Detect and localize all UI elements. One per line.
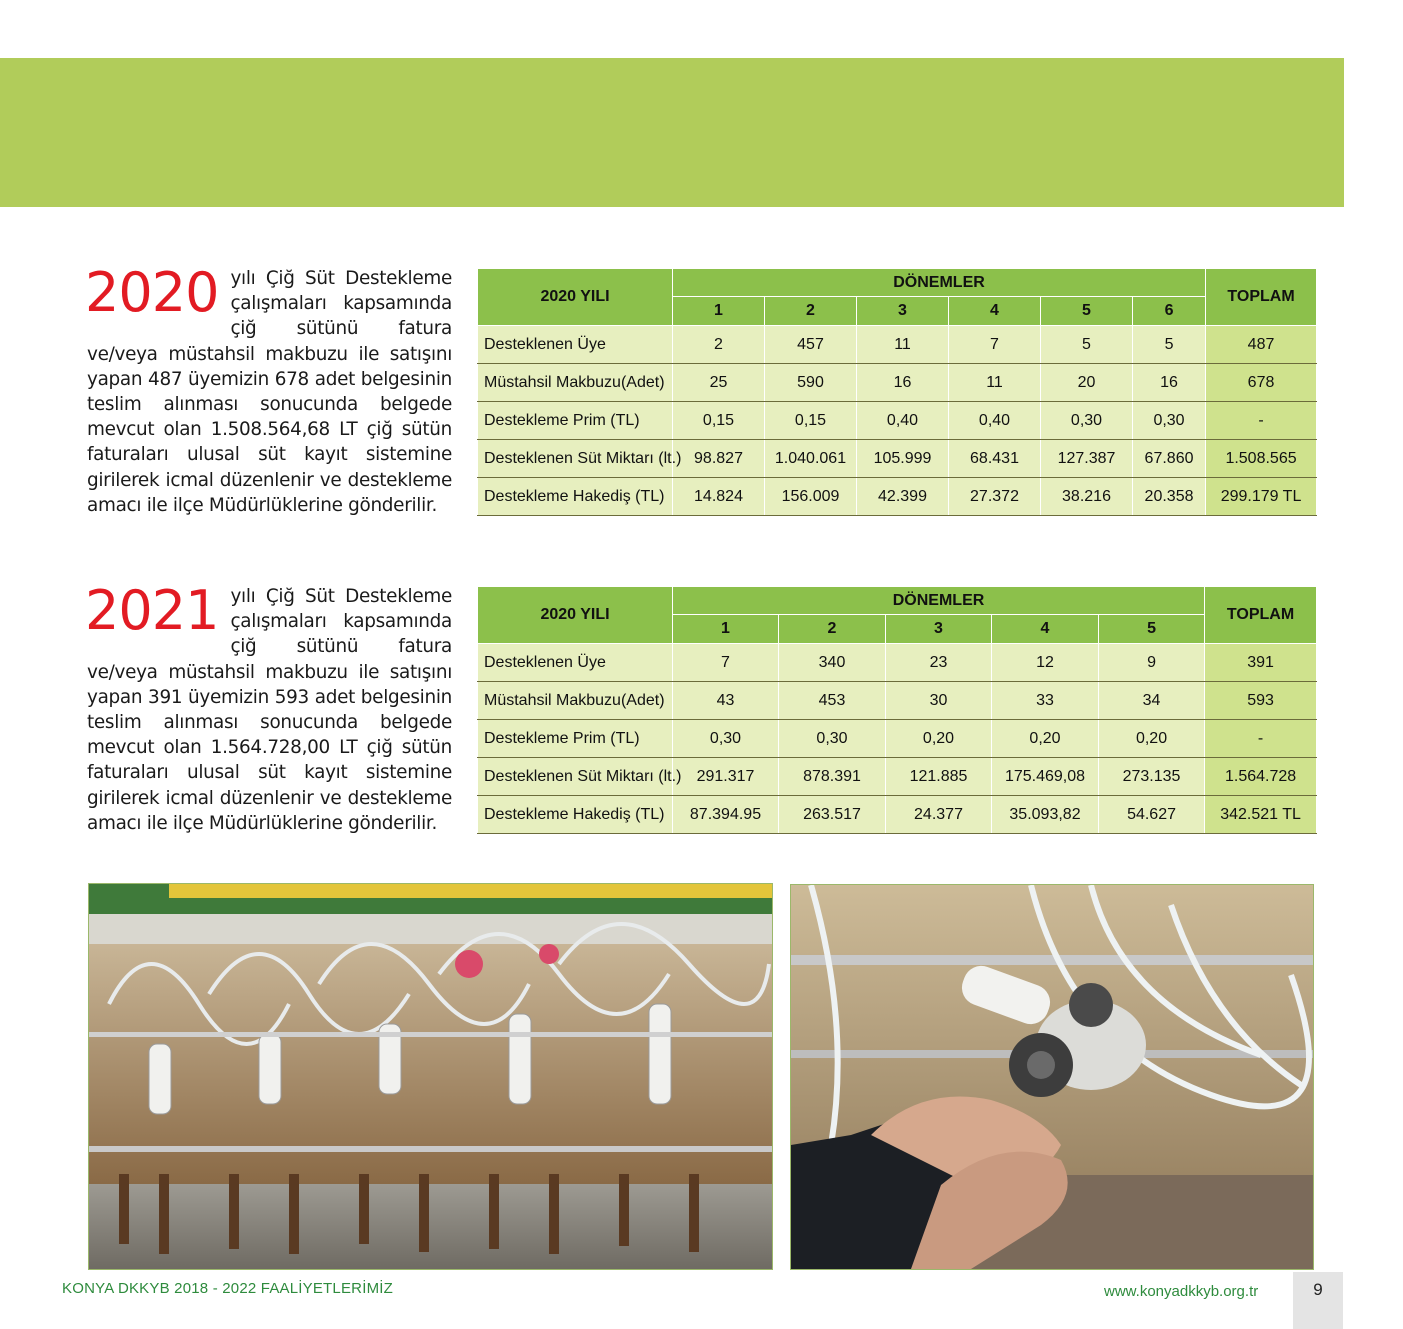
year-2020-heading: 2020 — [85, 261, 219, 324]
table-cell: 121.885 — [886, 758, 992, 796]
table-cell: 38.216 — [1041, 478, 1133, 516]
section-2021-paragraph: yılı Çiğ Süt Destekleme çalışmaları kapsamında çiğ sütünü fatura ve/veya müstahsil makbuzu ile satışını yapan 391 üyemizin 593 adet belgesinin teslim alınması sonucunda belgede mevcut olan 1.564.728,00 LT çiğ sütün faturaları ulusal süt kayıt sistemine girilerek icmal düzenlenir ve destekleme amacı ile ilçe Müdürlüklerine gönderilir. — [87, 586, 452, 834]
table2-period-5: 5 — [1099, 615, 1205, 644]
table-row — [478, 440, 1317, 478]
table-cell: 24.377 — [886, 796, 992, 834]
table-cell: 590 — [765, 364, 857, 402]
total-cell: 391 — [1205, 644, 1317, 682]
table2-periods-header: DÖNEMLER — [673, 587, 1205, 615]
table-cell: 42.399 — [857, 478, 949, 516]
row-label: Destekleme Prim (TL) — [478, 402, 673, 440]
table-row — [478, 478, 1317, 516]
table-cell: 175.469,08 — [992, 758, 1099, 796]
table1-period-6: 6 — [1133, 297, 1206, 326]
milking-cluster-photo — [790, 884, 1314, 1270]
table1-period-3: 3 — [857, 297, 949, 326]
table-cell: 453 — [779, 682, 886, 720]
table-cell: 20.358 — [1133, 478, 1206, 516]
section-2021-text — [85, 579, 452, 836]
table-row — [478, 758, 1317, 796]
table-cell: 0,30 — [673, 720, 779, 758]
table-cell: 25 — [673, 364, 765, 402]
table-cell: 0,30 — [1133, 402, 1206, 440]
footer-title: KONYA DKKYB 2018 - 2022 FAALİYETLERİMİZ — [62, 1280, 393, 1297]
table-cell: 0,30 — [779, 720, 886, 758]
table-cell: 5 — [1133, 326, 1206, 364]
row-label: Destekleme Hakediş (TL) — [478, 478, 673, 516]
page-number: 9 — [1313, 1280, 1323, 1299]
table1-period-1: 1 — [673, 297, 765, 326]
table-cell: 878.391 — [779, 758, 886, 796]
table-cell: 7 — [673, 644, 779, 682]
row-label: Destekleme Prim (TL) — [478, 720, 673, 758]
table-cell: 27.372 — [949, 478, 1041, 516]
row-label: Desteklenen Üye — [478, 644, 673, 682]
table-cell: 156.009 — [765, 478, 857, 516]
total-cell: 593 — [1205, 682, 1317, 720]
table-row — [478, 364, 1317, 402]
total-cell: - — [1206, 402, 1317, 440]
table-cell: 34 — [1099, 682, 1205, 720]
table1-period-5: 5 — [1041, 297, 1133, 326]
section-2020-text — [85, 261, 452, 518]
row-label: Destekleme Hakediş (TL) — [478, 796, 673, 834]
table-cell: 0,40 — [949, 402, 1041, 440]
year-2021-heading: 2021 — [85, 579, 219, 642]
table-cell: 67.860 — [1133, 440, 1206, 478]
table-cell: 14.824 — [673, 478, 765, 516]
row-label: Desteklenen Süt Miktarı (lt.) — [478, 440, 673, 478]
total-cell: 487 — [1206, 326, 1317, 364]
milking-parlour-illustration — [89, 884, 772, 1269]
table-cell: 457 — [765, 326, 857, 364]
table2-period-2: 2 — [779, 615, 886, 644]
table-2020-support — [477, 268, 1317, 516]
table2-year-header: 2020 YILI — [478, 587, 673, 644]
table1-periods-header: DÖNEMLER — [673, 269, 1206, 297]
row-label: Desteklenen Süt Miktarı (lt.) — [478, 758, 673, 796]
table-cell: 0,20 — [886, 720, 992, 758]
table-cell: 0,40 — [857, 402, 949, 440]
table1-year-header: 2020 YILI — [478, 269, 673, 326]
table-cell: 291.317 — [673, 758, 779, 796]
table-cell: 9 — [1099, 644, 1205, 682]
table-cell: 127.387 — [1041, 440, 1133, 478]
table-cell: 0,20 — [1099, 720, 1205, 758]
table-cell: 7 — [949, 326, 1041, 364]
row-label: Müstahsil Makbuzu(Adet) — [478, 682, 673, 720]
table-cell: 87.394.95 — [673, 796, 779, 834]
total-cell: 678 — [1206, 364, 1317, 402]
table-cell: 0,30 — [1041, 402, 1133, 440]
table-cell: 12 — [992, 644, 1099, 682]
footer-website-link[interactable]: www.konyadkkyb.org.tr — [1104, 1283, 1259, 1300]
milking-cluster-illustration — [791, 885, 1313, 1269]
total-cell: 1.508.565 — [1206, 440, 1317, 478]
table-row — [478, 682, 1317, 720]
table-cell: 43 — [673, 682, 779, 720]
table-cell: 5 — [1041, 326, 1133, 364]
table1-total-header: TOPLAM — [1206, 269, 1317, 326]
table-cell: 0,15 — [673, 402, 765, 440]
table-cell: 273.135 — [1099, 758, 1205, 796]
milking-parlour-photo — [88, 883, 773, 1270]
table-cell: 11 — [949, 364, 1041, 402]
total-cell: 1.564.728 — [1205, 758, 1317, 796]
table2-period-1: 1 — [673, 615, 779, 644]
row-label: Müstahsil Makbuzu(Adet) — [478, 364, 673, 402]
table-row — [478, 644, 1317, 682]
table-cell: 23 — [886, 644, 992, 682]
table-cell: 11 — [857, 326, 949, 364]
table-cell: 33 — [992, 682, 1099, 720]
page-number-box — [1293, 1272, 1343, 1329]
table-row — [478, 326, 1317, 364]
table-cell: 98.827 — [673, 440, 765, 478]
table-row — [478, 720, 1317, 758]
table-cell: 0,15 — [765, 402, 857, 440]
table2-period-4: 4 — [992, 615, 1099, 644]
table-row — [478, 796, 1317, 834]
table-cell: 2 — [673, 326, 765, 364]
table-cell: 54.627 — [1099, 796, 1205, 834]
table-cell: 1.040.061 — [765, 440, 857, 478]
table1-period-2: 2 — [765, 297, 857, 326]
table-cell: 263.517 — [779, 796, 886, 834]
table-cell: 16 — [857, 364, 949, 402]
section-2020-paragraph: yılı Çiğ Süt Destekleme çalışmaları kapsamında çiğ sütünü fatura ve/veya müstahsil makbuzu ile satışını yapan 487 üyemizin 678 adet belgesinin teslim alınması sonucunda belgede mevcut olan 1.508.564,68 LT çiğ sütün faturaları ulusal süt kayıt sistemine girilerek icmal düzenlenir ve destekleme amacı ile ilçe Müdürlüklerine gönderilir. — [87, 268, 452, 516]
header-banner — [0, 58, 1344, 207]
table-2021-support — [477, 586, 1317, 834]
table1-period-4: 4 — [949, 297, 1041, 326]
table-cell: 105.999 — [857, 440, 949, 478]
table-cell: 16 — [1133, 364, 1206, 402]
table-row — [478, 402, 1317, 440]
total-cell: 299.179 TL — [1206, 478, 1317, 516]
table-cell: 30 — [886, 682, 992, 720]
table-cell: 0,20 — [992, 720, 1099, 758]
table-cell: 68.431 — [949, 440, 1041, 478]
row-label: Desteklenen Üye — [478, 326, 673, 364]
table2-period-3: 3 — [886, 615, 992, 644]
total-cell: - — [1205, 720, 1317, 758]
table2-total-header: TOPLAM — [1205, 587, 1317, 644]
table-cell: 20 — [1041, 364, 1133, 402]
table-cell: 340 — [779, 644, 886, 682]
table-cell: 35.093,82 — [992, 796, 1099, 834]
total-cell: 342.521 TL — [1205, 796, 1317, 834]
